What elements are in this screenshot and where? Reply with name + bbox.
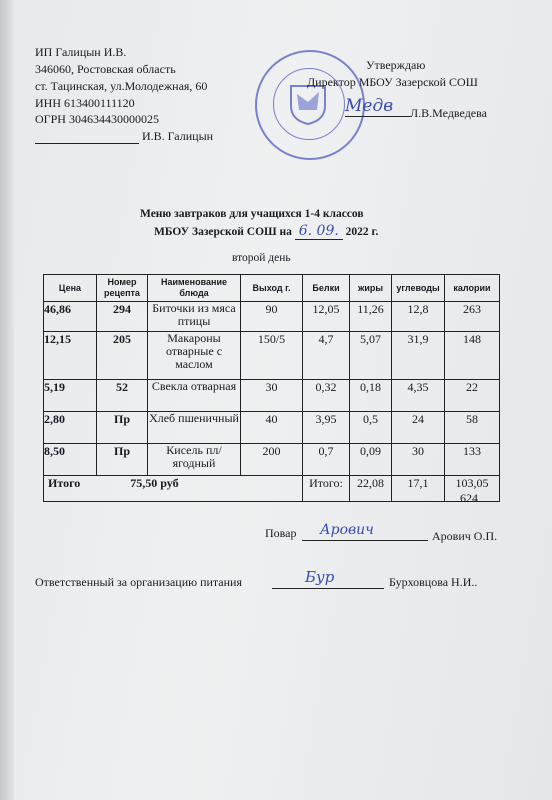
responsible-label: Ответственный за организацию питания [35, 575, 242, 589]
director-name: Л.В.Медведева [410, 106, 487, 120]
responsible-signature-line [272, 588, 384, 589]
org-inn: ИНН 613400111120 [35, 96, 135, 110]
cell-proteins: 12,05 [303, 302, 350, 332]
cell-calories: 22 [445, 380, 500, 412]
total-label2: Итого: [303, 476, 350, 502]
col-header-fats: жиры [350, 275, 392, 302]
table-total-row [44, 476, 500, 502]
cook-label: Повар [265, 526, 297, 540]
table-row [44, 380, 500, 412]
cell-yield: 90 [241, 302, 303, 332]
cell-proteins: 4,7 [303, 332, 350, 380]
cell-yield: 200 [241, 444, 303, 476]
col-header-calories: калории [445, 275, 500, 302]
col-header-carbs: углеводы [392, 275, 445, 302]
cook-name: Арович О.П. [432, 529, 498, 543]
total-price-cell [44, 476, 303, 502]
school-name: МБОУ Зазерской СОШ на [154, 226, 292, 238]
cell-calories: 133 [445, 444, 500, 476]
director-signature-line [345, 116, 410, 117]
cell-recipe: Пр [97, 444, 148, 476]
cook-signature: Арович [320, 522, 374, 538]
cell-proteins: 0,7 [303, 444, 350, 476]
cell-calories: 263 [445, 302, 500, 332]
cell-carbs: 4,35 [392, 380, 445, 412]
cell-recipe: 205 [97, 332, 148, 380]
cell-yield: 150/5 [241, 332, 303, 380]
col-header-dish: Наименование блюда [148, 275, 241, 302]
cell-price: 12,15 [44, 332, 97, 380]
cell-fats: 11,26 [350, 302, 392, 332]
org-name: ИП Галицын И.В. [35, 45, 127, 59]
cook-signature-line [302, 540, 428, 541]
handwritten-date: 6. 09. [295, 223, 343, 240]
org-address-region: 346060, Ростовская область [35, 62, 176, 76]
table-row [44, 412, 500, 444]
cell-fats: 5,07 [350, 332, 392, 380]
cell-calories: 148 [445, 332, 500, 380]
table-row [44, 332, 500, 380]
total-carbs: 103,05 [445, 476, 500, 502]
responsible-name: Бурховцова Н.И.. [389, 575, 478, 589]
cell-dish: Свекла отварная [148, 380, 241, 412]
menu-title-line2 [154, 223, 378, 240]
director-position: Директор МБОУ Зазерской СОШ [307, 75, 478, 89]
cell-price: 5,19 [44, 380, 97, 412]
org-address-street: ст. Тацинская, ул.Молодежная, 60 [35, 79, 208, 93]
approve-label: Утверждаю [366, 58, 426, 72]
total-calories: 624 [460, 491, 478, 505]
org-signature-line [35, 129, 213, 144]
cell-recipe: 294 [97, 302, 148, 332]
table-row [44, 444, 500, 476]
cell-fats: 0,18 [350, 380, 392, 412]
total-fats: 17,1 [392, 476, 445, 502]
col-header-price: Цена [44, 275, 97, 302]
table-header-row [44, 275, 500, 302]
col-header-proteins: Белки [303, 275, 350, 302]
total-proteins: 22,08 [350, 476, 392, 502]
cell-dish: Кисель пл/ягодный [148, 444, 241, 476]
cell-carbs: 31,9 [392, 332, 445, 380]
cell-price: 46,86 [44, 302, 97, 332]
cell-dish: Хлеб пшеничный [148, 412, 241, 444]
cell-fats: 0,09 [350, 444, 392, 476]
col-header-recipe: Номер рецепта [97, 275, 148, 302]
cell-carbs: 24 [392, 412, 445, 444]
title-year: 2022 г. [345, 226, 379, 238]
day-subtitle: второй день [232, 252, 291, 264]
total-amount: 75,50 руб [130, 476, 179, 490]
cell-recipe: Пр [97, 412, 148, 444]
cell-calories: 58 [445, 412, 500, 444]
total-label: Итого [48, 476, 81, 490]
cell-price: 2,80 [44, 412, 97, 444]
org-ogrn: ОГРН 304634430000025 [35, 112, 159, 126]
responsible-signature: Бур [305, 568, 335, 586]
cell-carbs: 12,8 [392, 302, 445, 332]
org-signer-name: И.В. Галицын [142, 129, 214, 143]
cell-proteins: 0,32 [303, 380, 350, 412]
cell-proteins: 3,95 [303, 412, 350, 444]
cell-carbs: 30 [392, 444, 445, 476]
cell-yield: 30 [241, 380, 303, 412]
cell-fats: 0,5 [350, 412, 392, 444]
page-edge-shadow [0, 0, 14, 800]
director-signature: Медв [345, 96, 394, 116]
menu-title: Меню завтраков для учащихся 1-4 классов [140, 208, 364, 220]
table-row [44, 302, 500, 332]
col-header-yield: Выход г. [241, 275, 303, 302]
cell-price: 8,50 [44, 444, 97, 476]
cell-recipe: 52 [97, 380, 148, 412]
menu-table [43, 274, 500, 502]
cell-dish: Биточки из мяса птицы [148, 302, 241, 332]
cell-yield: 40 [241, 412, 303, 444]
cell-dish: Макароны отварные с маслом [148, 332, 241, 380]
